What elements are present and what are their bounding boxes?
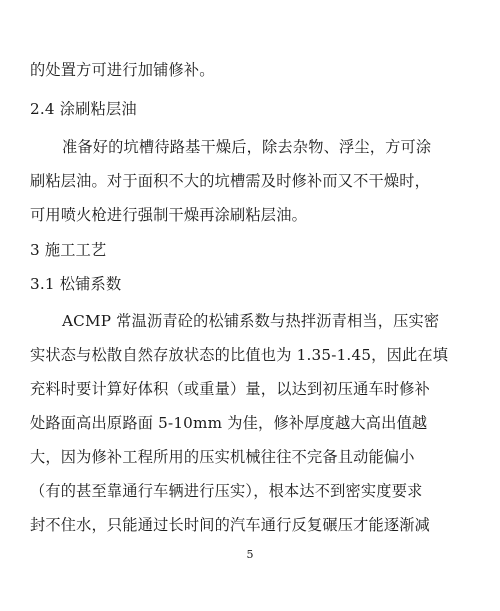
text-line-8: ACMP 常温沥青砼的松铺系数与热拌沥青相当，压实密: [62, 312, 440, 330]
text-line-10: 充料时要计算好体积（或重量）量，以达到初压通车时修补: [30, 380, 431, 398]
text-line-9: 实状态与松散自然存放状态的比值也为 1.35-1.45，因此在填: [30, 346, 449, 364]
section-heading-3-1: 3.1 松铺系数: [30, 275, 122, 293]
text-line-1: 的处置方可进行加铺修补。: [30, 61, 215, 79]
page-number: 5: [246, 548, 254, 561]
text-line-5: 可用喷火枪进行强制干燥再涂刷粘层油。: [30, 206, 307, 224]
text-line-11: 处路面高出原路面 5-10mm 为佳，修补厚度越大高出值越: [30, 414, 428, 432]
section-heading-2-4: 2.4 涂刷粘层油: [30, 100, 137, 118]
section-heading-3: 3 施工工艺: [30, 241, 107, 259]
text-line-4: 刷粘层油。对于面积不大的坑槽需及时修补而又不干燥时，: [30, 172, 431, 190]
text-line-13: （有的甚至靠通行车辆进行压实），根本达不到密实度要求: [30, 482, 423, 500]
text-line-12: 大，因为修补工程所用的压实机械往往不完备且动能偏小: [30, 448, 415, 466]
text-line-3: 准备好的坑槽待路基干燥后，除去杂物、浮尘，方可涂: [62, 138, 432, 156]
text-line-14: 封不住水，只能通过长时间的汽车通行反复碾压才能逐渐减: [30, 516, 431, 534]
